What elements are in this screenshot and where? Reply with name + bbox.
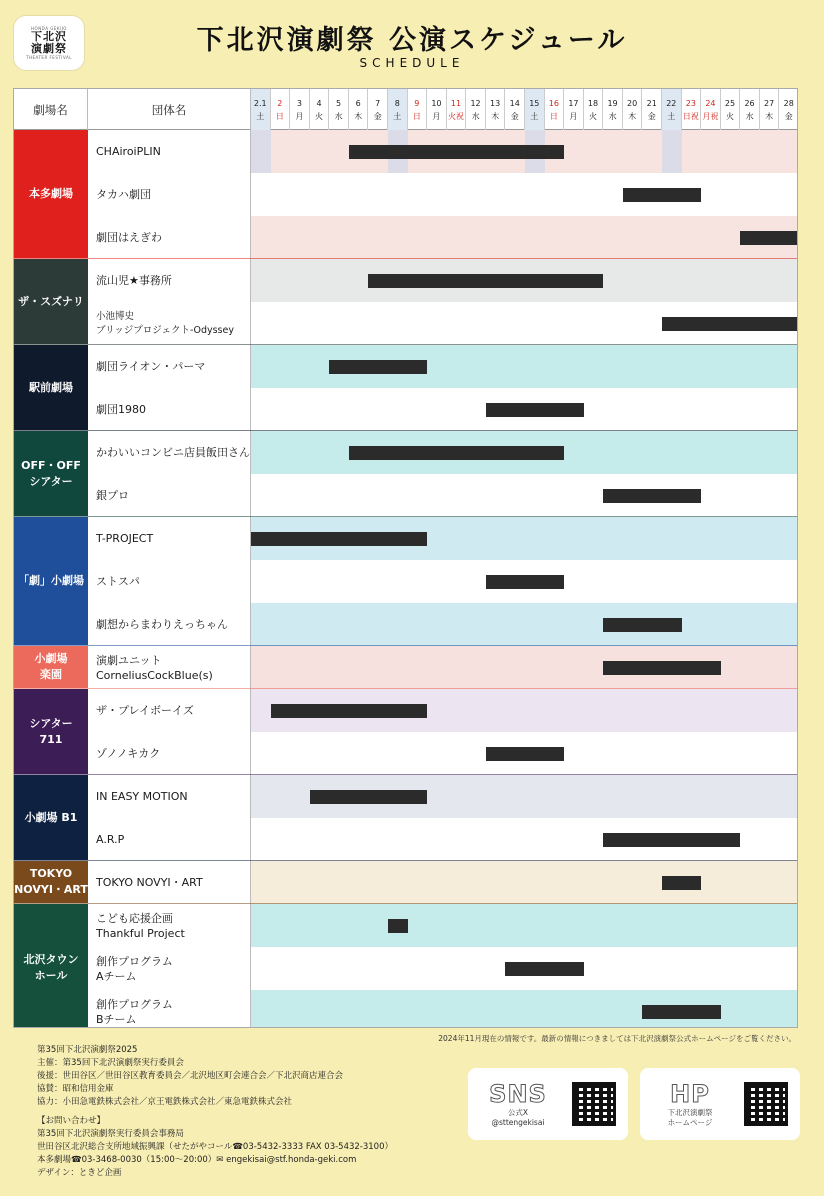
sns-qr-code-icon[interactable] xyxy=(572,1082,616,1126)
day-header xyxy=(408,89,428,130)
day-number: 17 xyxy=(568,98,579,108)
troupe-name-line: 演劇ユニット xyxy=(96,653,162,667)
day-weekday: 月祝 xyxy=(702,111,719,121)
day-weekday: 水 xyxy=(745,111,754,121)
day-header xyxy=(721,89,741,130)
credits-sponsor: 協賛：昭和信用金庫 xyxy=(37,1084,114,1094)
day-weekday: 月 xyxy=(432,111,441,121)
day-number: 2 xyxy=(277,98,283,108)
theatre-name xyxy=(14,775,88,861)
troupe-name xyxy=(88,732,251,775)
troupe-name xyxy=(88,216,251,259)
day-header xyxy=(310,89,330,130)
day-number: 18 xyxy=(587,98,599,108)
troupe-name xyxy=(88,259,251,302)
day-header xyxy=(545,89,565,130)
day-weekday: 木 xyxy=(354,111,363,121)
day-number: 25 xyxy=(724,98,736,108)
contact-theatre: 本多劇場☎03-3468-0030（15:00〜20:00）✉ engekisai@stf.honda-geki.com xyxy=(37,1155,357,1165)
troupe-name-line: 劇団はえぎわ xyxy=(96,231,162,244)
schedule-header xyxy=(14,89,798,130)
theatre-name xyxy=(14,689,88,775)
day-number: 6 xyxy=(355,98,361,108)
performance-period-bar xyxy=(310,790,427,804)
schedule-grid xyxy=(14,130,798,1028)
theatre-name-line: 駅前劇場 xyxy=(29,380,73,394)
day-header xyxy=(564,89,584,130)
day-number: 16 xyxy=(548,98,559,108)
day-header xyxy=(329,89,349,130)
theatre-name xyxy=(14,345,88,431)
day-weekday: 月 xyxy=(295,111,304,121)
day-header xyxy=(349,89,369,130)
hp-label: HP xyxy=(670,1080,710,1108)
sns-label: SNS xyxy=(489,1080,547,1108)
day-weekday: 金 xyxy=(373,111,382,121)
theatre-name xyxy=(14,646,88,689)
troupe-column-header: 団体名 xyxy=(88,89,251,130)
day-number: 27 xyxy=(764,98,775,108)
hp-card[interactable] xyxy=(640,1068,800,1140)
day-weekday: 土 xyxy=(667,111,676,121)
performance-period-bar xyxy=(486,575,564,589)
schedule-table xyxy=(13,88,798,1028)
troupe-name xyxy=(88,818,251,861)
performance-period-bar xyxy=(740,231,798,245)
troupe-name-line: 劇団ライオン・パーマ xyxy=(96,360,206,373)
theatre-name-line: 小劇場 B1 xyxy=(24,810,78,824)
logo-line1: 下北沢 xyxy=(31,30,67,43)
troupe-name xyxy=(88,689,251,732)
day-number: 28 xyxy=(783,98,794,108)
theatre-name-line: ザ・スズナリ xyxy=(18,294,84,308)
day-weekday: 日祝 xyxy=(682,111,699,121)
day-header xyxy=(505,89,525,130)
day-number: 21 xyxy=(646,98,657,108)
day-weekday: 火祝 xyxy=(447,111,464,121)
day-number: 12 xyxy=(470,98,481,108)
schedule-row-background xyxy=(251,904,798,947)
day-weekday: 日 xyxy=(549,111,558,121)
day-number: 13 xyxy=(490,98,501,108)
performance-period-bar xyxy=(329,360,427,374)
day-header xyxy=(603,89,623,130)
performance-period-bar xyxy=(486,747,564,761)
day-header xyxy=(779,89,798,130)
troupe-name xyxy=(88,388,251,431)
schedule-row-background xyxy=(251,173,798,216)
sns-handle: @sttengekisai xyxy=(491,1118,545,1127)
day-header xyxy=(760,89,780,130)
performance-period-bar xyxy=(603,833,740,847)
day-number: 23 xyxy=(685,98,696,108)
day-weekday: 土 xyxy=(256,111,265,121)
credits-support: 後援：世田谷区／世田谷区教育委員会／北沢地区町会連合会／下北沢商店連合会 xyxy=(37,1071,344,1081)
troupe-name xyxy=(88,474,251,517)
day-number: 7 xyxy=(375,98,381,108)
logo-arc-bottom: THEATER FESTIVAL xyxy=(26,55,72,60)
day-weekday: 日 xyxy=(412,111,421,121)
performance-period-bar xyxy=(349,145,564,159)
troupe-name xyxy=(88,947,251,990)
day-weekday: 火 xyxy=(725,111,734,121)
sns-line1: 公式X xyxy=(507,1108,529,1117)
troupe-name-line: ブリッジプロジェクト-Odyssey xyxy=(96,324,234,336)
contact-title: 【お問い合わせ】 xyxy=(37,1116,106,1126)
troupe-name-line: ゾノノキカク xyxy=(96,747,161,760)
performance-period-bar xyxy=(271,704,428,718)
day-number: 3 xyxy=(296,98,302,108)
theatre-name-line: ホール xyxy=(34,969,68,982)
credits-festival: 第35回下北沢演劇祭2025 xyxy=(37,1045,138,1055)
day-number: 19 xyxy=(607,98,618,108)
day-header xyxy=(623,89,643,130)
performance-period-bar xyxy=(505,962,583,976)
day-header xyxy=(466,89,486,130)
theatre-name-line: 本多劇場 xyxy=(29,187,73,200)
day-number: 8 xyxy=(394,98,400,108)
day-number: 22 xyxy=(666,98,677,108)
troupe-name-line: 銀プロ xyxy=(96,489,129,502)
theatre-name-line: TOKYO xyxy=(29,867,73,880)
troupe-name-line: ストスパ xyxy=(96,575,140,588)
performance-period-bar xyxy=(603,661,720,675)
troupe-name-line: ザ・プレイボーイズ xyxy=(96,704,194,717)
troupe-name xyxy=(88,130,251,173)
theatre-name xyxy=(14,259,88,345)
day-header xyxy=(368,89,388,130)
schedule-row-background xyxy=(251,216,798,259)
troupe-name xyxy=(88,990,251,1028)
troupe-name-line: Aチーム xyxy=(96,969,137,983)
day-header xyxy=(271,89,291,130)
logo-arc-top: HONDA GEKIJO xyxy=(31,26,67,31)
day-weekday: 木 xyxy=(765,111,774,121)
troupe-name-line: A.R.P xyxy=(96,833,125,846)
day-header xyxy=(642,89,662,130)
troupe-name-line: CHAiroiPLIN xyxy=(96,145,161,158)
day-number: 15 xyxy=(529,98,540,108)
troupe-name-line: IN EASY MOTION xyxy=(96,790,188,803)
troupe-name-line: こども応援企画 xyxy=(96,911,173,925)
troupe-name-line: 創作プログラム xyxy=(96,954,173,968)
performance-period-bar xyxy=(251,532,427,546)
theatre-name-line: 「劇」小劇場 xyxy=(18,574,84,587)
troupe-name-line: 創作プログラム xyxy=(96,997,173,1011)
day-header xyxy=(290,89,310,130)
credits-cooperation: 協力：小田急電鉄株式会社／京王電鉄株式会社／東急電鉄株式会社 xyxy=(37,1097,293,1107)
day-weekday: 水 xyxy=(334,111,343,121)
performance-period-bar xyxy=(662,317,798,331)
day-number: 26 xyxy=(744,98,755,108)
troupe-name xyxy=(88,560,251,603)
troupe-name xyxy=(88,302,251,345)
day-number: 20 xyxy=(627,98,638,108)
day-header xyxy=(388,89,408,130)
performance-period-bar xyxy=(486,403,584,417)
schedule-row-background xyxy=(251,861,798,904)
theatre-name-line: シアター xyxy=(29,474,73,488)
credits-organizer: 主催：第35回下北沢演劇祭実行委員会 xyxy=(37,1058,184,1068)
day-number: 10 xyxy=(431,98,442,108)
day-header xyxy=(486,89,506,130)
day-weekday: 土 xyxy=(393,111,402,121)
theatre-name xyxy=(14,861,88,904)
schedule-row-background xyxy=(251,474,798,517)
logo-line2: 演劇祭 xyxy=(31,42,67,55)
day-weekday: 土 xyxy=(530,111,539,121)
troupe-name-line: T-PROJECT xyxy=(96,532,154,545)
theatre-name-line: NOVYI・ART xyxy=(14,883,88,896)
day-weekday: 金 xyxy=(647,111,656,121)
hp-qr-code-icon[interactable] xyxy=(744,1082,788,1126)
performance-period-bar xyxy=(349,446,564,460)
troupe-name-line: Bチーム xyxy=(96,1012,137,1026)
day-number: 2.1 xyxy=(253,98,267,108)
contact-ward: 世田谷区北沢総合支所地域振興課（せたがやコール☎03-5432-3333 FAX 03-5432-3100） xyxy=(37,1142,393,1152)
theatre-column-header: 劇場名 xyxy=(14,89,88,130)
troupe-name xyxy=(88,861,251,904)
troupe-name xyxy=(88,173,251,216)
troupe-name xyxy=(88,904,251,947)
day-number: 4 xyxy=(316,98,322,108)
performance-period-bar xyxy=(388,919,408,933)
theatre-name-line: 小劇場 xyxy=(34,652,68,665)
troupe-name-line: タカハ劇団 xyxy=(96,188,151,201)
day-header xyxy=(662,89,682,130)
hp-line2: ホームページ xyxy=(667,1118,713,1127)
day-header xyxy=(447,89,467,130)
info-note: 2024年11月現在の情報です。最新の情報につきましては下北沢演劇祭公式ホームページをご覧ください。 xyxy=(438,1034,796,1043)
troupe-name xyxy=(88,775,251,818)
theatre-name xyxy=(14,517,88,646)
performance-period-bar xyxy=(623,188,701,202)
performance-period-bar xyxy=(603,618,681,632)
schedule-row-background xyxy=(251,603,798,646)
troupe-name-line: 小池博史 xyxy=(96,310,135,322)
troupe-name xyxy=(88,345,251,388)
day-weekday: 水 xyxy=(608,111,617,121)
day-weekday: 金 xyxy=(784,111,793,121)
troupe-name-line: 流山児★事務所 xyxy=(96,274,172,287)
troupe-name-line: Thankful Project xyxy=(96,926,185,940)
troupe-name-line: かわいいコンビニ店員飯田さん xyxy=(96,446,250,459)
day-weekday: 木 xyxy=(628,111,637,121)
hp-line1: 下北沢演劇祭 xyxy=(667,1108,713,1117)
sns-card[interactable] xyxy=(468,1068,628,1140)
theatre-name-line: 北沢タウン xyxy=(23,953,79,966)
page-title: 下北沢演劇祭 公演スケジュール xyxy=(196,25,628,56)
day-weekday: 金 xyxy=(510,111,519,121)
troupe-name-line: TOKYO NOVYI・ART xyxy=(96,876,203,889)
troupe-name xyxy=(88,517,251,560)
performance-period-bar xyxy=(662,876,701,890)
day-header xyxy=(584,89,604,130)
credits xyxy=(37,1044,393,1180)
day-weekday: 木 xyxy=(491,111,500,121)
day-number: 24 xyxy=(705,98,716,108)
theatre-name-line: シアター xyxy=(29,716,73,730)
troupe-name-line: 劇団1980 xyxy=(96,403,146,416)
troupe-name xyxy=(88,603,251,646)
day-header xyxy=(682,89,702,130)
troupe-name xyxy=(88,646,251,689)
day-weekday: 月 xyxy=(569,111,578,121)
design-credit: デザイン：ときど企画 xyxy=(37,1168,122,1178)
day-header xyxy=(740,89,760,130)
day-weekday: 日 xyxy=(275,111,284,121)
day-header xyxy=(427,89,447,130)
day-number: 5 xyxy=(336,98,342,108)
theatre-name xyxy=(14,130,88,259)
troupe-name-line: 劇想からまわりえっちゃん xyxy=(96,618,228,631)
day-number: 9 xyxy=(414,98,420,108)
performance-period-bar xyxy=(368,274,603,288)
contact-office: 第35回下北沢演劇祭実行委員会事務局 xyxy=(37,1129,184,1139)
theatre-name xyxy=(14,904,88,1028)
performance-period-bar xyxy=(642,1005,720,1019)
day-header xyxy=(701,89,721,130)
theatre-name-line: 711 xyxy=(39,732,63,746)
theatre-name-line: OFF・OFF xyxy=(21,458,81,472)
troupe-name-line: CorneliusCockBlue(s) xyxy=(96,668,213,682)
day-number: 14 xyxy=(509,98,520,108)
theatre-name-line: 楽園 xyxy=(40,668,62,681)
day-weekday: 水 xyxy=(471,111,480,121)
day-header xyxy=(525,89,545,130)
day-weekday: 火 xyxy=(588,111,597,121)
performance-period-bar xyxy=(603,489,701,503)
day-number: 11 xyxy=(450,98,462,108)
day-weekday: 火 xyxy=(314,111,323,121)
theatre-name xyxy=(14,431,88,517)
troupe-name xyxy=(88,431,251,474)
page-subtitle: SCHEDULE xyxy=(359,56,465,70)
day-header xyxy=(251,89,271,130)
